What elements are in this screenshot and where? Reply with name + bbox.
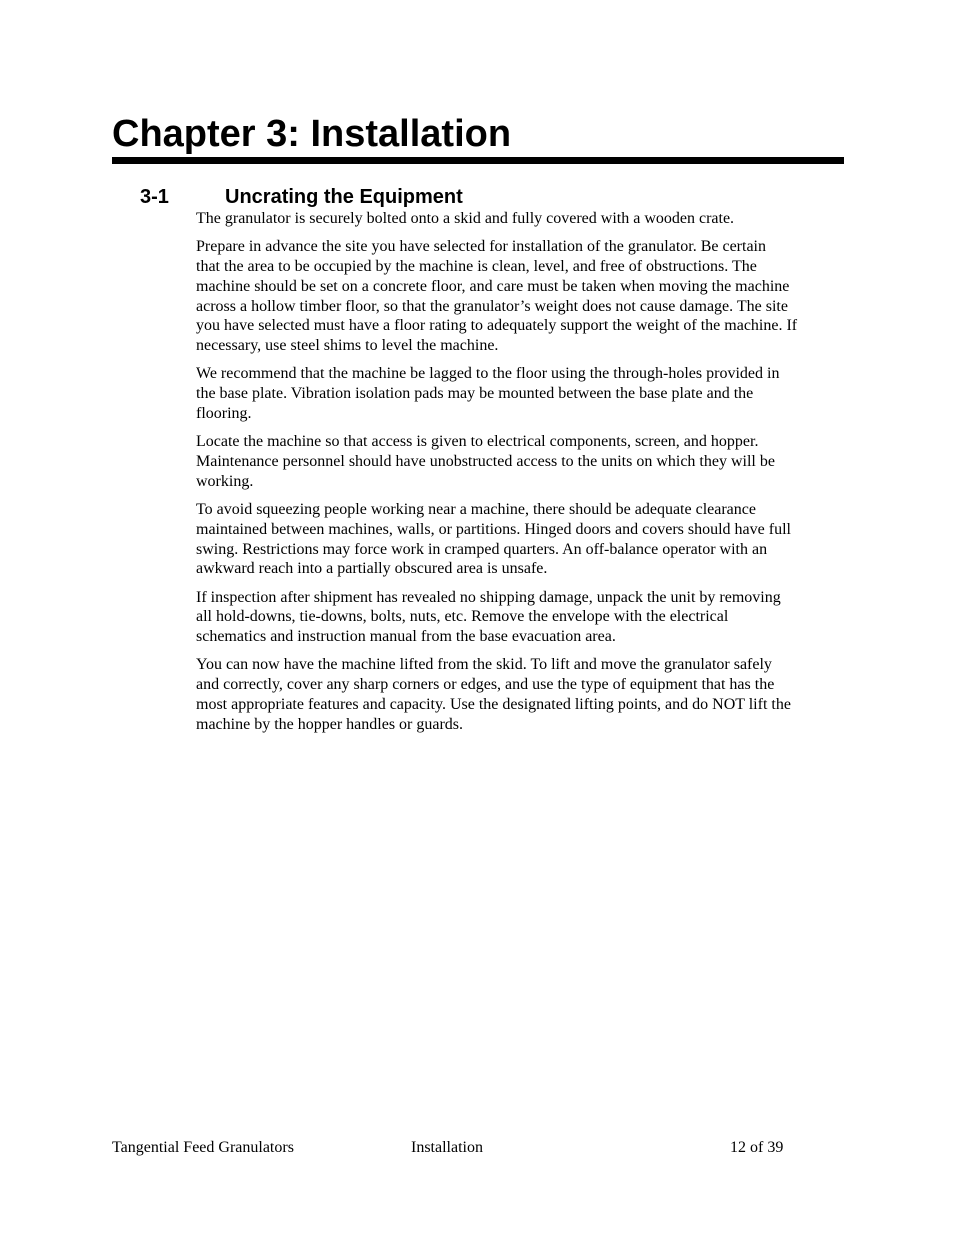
paragraph-line: all hold-downs, tie-downs, bolts, nuts, etc. Remove the envelope with the electrical bbox=[196, 608, 729, 626]
paragraph bbox=[196, 209, 846, 229]
paragraph-line: Locate the machine so that access is given to electrical components, screen, and hopper. bbox=[196, 433, 759, 451]
section-number: 3-1 bbox=[140, 186, 169, 208]
title-rule bbox=[112, 157, 844, 164]
section-heading bbox=[140, 185, 463, 209]
section-title: Uncrating the Equipment bbox=[225, 186, 463, 208]
paragraph-line: schematics and instruction manual from the base evacuation area. bbox=[196, 628, 616, 646]
paragraph bbox=[196, 432, 846, 491]
paragraph-line: machine by the hopper handles or guards. bbox=[196, 715, 464, 733]
paragraph-line: machine should be set on a concrete floor, and care must be taken when moving the machine bbox=[196, 277, 790, 295]
paragraph-line: If inspection after shipment has revealed no shipping damage, unpack the unit by removing bbox=[196, 588, 781, 606]
paragraph bbox=[196, 500, 846, 579]
paragraph-line: that the area to be occupied by the machine is clean, level, and free of obstructions. The bbox=[196, 257, 757, 275]
paragraph-line: awkward reach into a partially obscured area is unsafe. bbox=[196, 560, 548, 578]
paragraph-line: To avoid squeezing people working near a machine, there should be adequate clearance bbox=[196, 500, 756, 518]
paragraph bbox=[196, 364, 846, 423]
chapter-title: Chapter 3: Installation bbox=[112, 113, 512, 155]
paragraph-line: We recommend that the machine be lagged to the floor using the through-holes provided in bbox=[196, 365, 780, 383]
paragraph-line: Maintenance personnel should have unobstructed access to the units on which they will be bbox=[196, 452, 775, 470]
paragraph-line: most appropriate features and capacity. Use the designated lifting points, and do NOT lift the bbox=[196, 695, 791, 713]
section-body bbox=[196, 209, 846, 743]
paragraph-line: flooring. bbox=[196, 404, 252, 422]
paragraph-line: maintained between machines, walls, or partitions. Hinged doors and covers should have full bbox=[196, 520, 791, 538]
paragraph-line: You can now have the machine lifted from the skid. To lift and move the granulator safely bbox=[196, 656, 772, 674]
paragraph-line: and correctly, cover any sharp corners or edges, and use the type of equipment that has the bbox=[196, 676, 775, 694]
paragraph-line: across a hollow timber floor, so that the granulator’s weight does not cause damage. The site bbox=[196, 297, 788, 315]
paragraph-line: swing. Restrictions may force work in cramped quarters. An off-balance operator with an bbox=[196, 540, 768, 558]
paragraph-line: working. bbox=[196, 472, 254, 490]
paragraph-line: necessary, use steel shims to level the machine. bbox=[196, 337, 499, 355]
footer-chapter: Installation bbox=[411, 1139, 483, 1156]
paragraph bbox=[196, 237, 846, 356]
paragraph bbox=[196, 588, 846, 647]
paragraph bbox=[196, 655, 846, 734]
footer-document-title: Tangential Feed Granulators bbox=[112, 1139, 294, 1156]
footer-page-number: 12 of 39 bbox=[730, 1139, 784, 1156]
paragraph-line: you have selected must have a floor rating to adequately support the weight of the machine. If bbox=[196, 317, 798, 335]
paragraph-line: the base plate. Vibration isolation pads may be mounted between the base plate and the bbox=[196, 385, 754, 403]
paragraph-line: Prepare in advance the site you have selected for installation of the granulator. Be certain bbox=[196, 238, 766, 256]
paragraph-line: The granulator is securely bolted onto a skid and fully covered with a wooden crate. bbox=[196, 210, 735, 227]
